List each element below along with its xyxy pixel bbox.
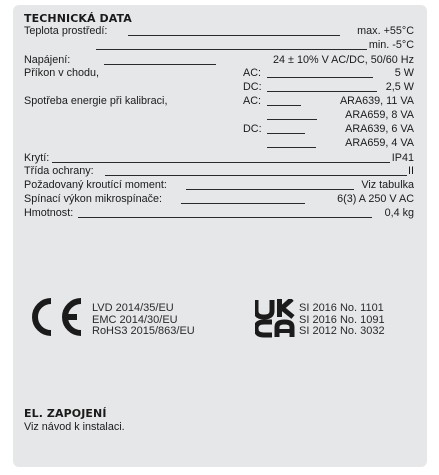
ukca-line-2: SI 2016 No. 1091 [299, 313, 385, 326]
weight-value: 0,4 kg [384, 207, 414, 219]
calib-ac-2: ARA659, 8 VA [345, 109, 414, 121]
draw-dc-value: 2,5 W [385, 81, 414, 93]
leader-line [267, 91, 377, 92]
calib-ac-1: ARA639, 11 VA [339, 95, 414, 107]
calib-ac-row-2 [24, 109, 414, 122]
leader-line [78, 217, 372, 218]
power-row [24, 54, 414, 67]
temp-row [24, 25, 414, 38]
draw-dc-prefix: DC: [243, 81, 262, 93]
leader-line [267, 119, 317, 120]
leader-line [267, 105, 301, 106]
draw-label: Příkon v chodu, [24, 67, 100, 79]
switch-value: 6(3) A 250 V AC [337, 193, 414, 205]
ukca-regulations [299, 303, 385, 338]
tech-data-title: TECHNICKÁ DATA [24, 12, 132, 25]
ip-row [24, 152, 414, 165]
wiring-title: EL. ZAPOJENÍ [24, 407, 107, 420]
class-label: Třída ochrany: [24, 165, 94, 177]
switch-label: Spínací výkon mikrospínače: [24, 193, 163, 205]
ip-label: Krytí: [24, 152, 50, 164]
leader-line [267, 147, 316, 148]
temp-label: Teplota prostředí: [24, 25, 108, 37]
temp-max: max. +55°C [357, 25, 414, 37]
calib-ac-row-1 [24, 95, 414, 108]
torque-row [24, 179, 414, 192]
calib-dc-2: ARA659, 4 VA [345, 137, 414, 149]
class-value: II [408, 165, 414, 177]
leader-line [181, 203, 305, 204]
power-label: Napájení: [24, 54, 71, 66]
calib-ac-prefix: AC: [243, 95, 261, 107]
ce-line-3: RoHS3 2015/863/EU [92, 325, 195, 338]
ukca-mark [255, 299, 295, 339]
calib-dc-row-2 [24, 137, 414, 150]
temp-min: min. -5°C [368, 39, 414, 51]
temp-min-row [24, 39, 414, 52]
power-value: 24 ± 10% V AC/DC, 50/60 Hz [273, 54, 414, 66]
ukca-line-1: SI 2016 No. 1101 [299, 302, 384, 314]
ce-line-2: EMC 2014/30/EU [92, 313, 178, 326]
calib-dc-1: ARA639, 6 VA [345, 123, 414, 135]
ce-logo-icon [29, 297, 85, 337]
ukca-logo-icon [255, 299, 295, 339]
draw-ac-prefix: AC: [243, 67, 261, 79]
draw-dc-row [24, 81, 414, 94]
draw-ac-value: 5 W [394, 67, 414, 79]
leader-line [267, 77, 373, 78]
torque-label: Požadovaný kroutící moment: [24, 179, 167, 191]
leader-line [186, 189, 354, 190]
calib-label: Spotřeba energie při kalibraci, [24, 95, 168, 107]
leader-line [96, 49, 367, 50]
calib-dc-prefix: DC: [243, 123, 262, 135]
leader-line [128, 35, 340, 36]
leader-line [267, 133, 305, 134]
draw-ac-row [24, 67, 414, 80]
ce-directives [92, 303, 195, 338]
weight-label: Hmotnost: [24, 207, 74, 219]
switch-row [24, 193, 414, 206]
calib-dc-row-1 [24, 123, 414, 136]
ce-line-1: LVD 2014/35/EU [92, 302, 174, 314]
weight-row [24, 207, 414, 220]
ukca-line-3: SI 2012 No. 3032 [299, 325, 385, 338]
leader-line [52, 162, 390, 163]
wiring-text: Viz návod k instalaci. [24, 421, 125, 433]
ce-mark [29, 297, 85, 337]
leader-line [105, 175, 407, 176]
ip-value: IP41 [391, 152, 414, 164]
spec-panel [13, 5, 427, 467]
leader-line [104, 64, 216, 65]
torque-value: Viz tabulka [361, 179, 414, 191]
class-row [24, 165, 414, 178]
